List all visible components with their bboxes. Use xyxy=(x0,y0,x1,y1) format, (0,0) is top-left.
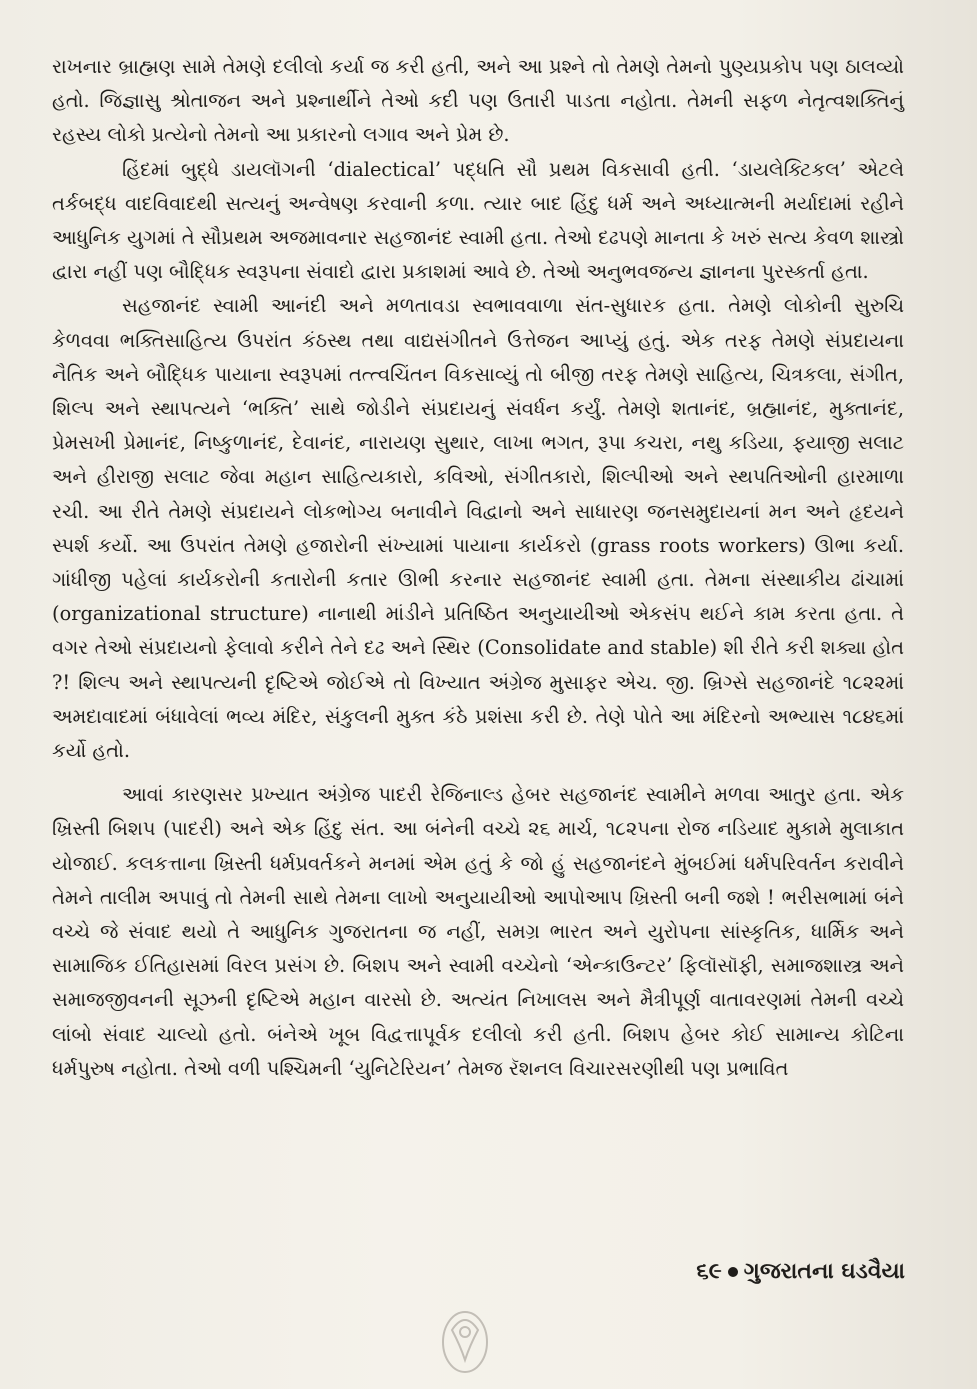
page-body xyxy=(52,50,904,1086)
bullet-separator-icon xyxy=(728,1267,738,1277)
page-number: ૬૯ xyxy=(696,1258,722,1284)
book-title: ગુજરાતના ઘડવૈયા xyxy=(743,1258,905,1284)
page-footer xyxy=(620,1256,905,1286)
paragraph-3: સહજાનંદ સ્વામી આનંદી અને મળતાવડા સ્વભાવવાળા સંત-સુધારક હતા. તેમણે લોકોની સુરુચિ કેળવવા ભક્તિસાહિત્ય ઉપરાંત કંઠસ્થ તથા વાદ્યસંગીતને ઉત્તેજન આપ્યું હતું. એક તરફ તેમણે સંપ્રદાયના નૈતિક અને બૌદ્ધિક પાયાના સ્વરૂપમાં તત્ત્વચિંતન વિકસાવ્યું તો બીજી તરફ તેમણે સાહિત્ય, ચિત્રકલા, સંગીત, શિલ્પ અને સ્થાપત્યને ‘ભક્તિ’ સાથે જોડીને સંપ્રદાયનું સંવર્ધન કર્યું. તેમણે શતાનંદ, બ્રહ્માનંદ, મુક્તાનંદ, પ્રેમસખી પ્રેમાનંદ, નિષ્કુળાનંદ, દેવાનંદ, નારાયણ સુથાર, લાખા ભગત, રૂપા કચરા, નથુ કડિયા, ફયાજી સલાટ અને હીરાજી સલાટ જેવા મહાન સાહિત્યકારો, કવિઓ, સંગીતકારો, શિલ્પીઓ અને સ્થપતિઓની હારમાળા રચી. આ રીતે તેમણે સંપ્રદાયને લોકભોગ્ય બનાવીને વિદ્વાનો અને સાધારણ જનસમુદાયનાં મન અને હૃદયને સ્પર્શ કર્યો. આ ઉપરાંત તેમણે હજારોની સંખ્યામાં પાયાના કાર્યકરો (grass roots workers) ઊભા કર્યા. ગાંધીજી પહેલાં કાર્યકરોની કતારોની કતાર ઊભી કરનાર સહજાનંદ સ્વામી હતા. તેમના સંસ્થાકીય ઢાંચામાં (organizational structure) નાનાથી માંડીને પ્રતિષ્ઠિત અનુયાયીઓ એકસંપ થઈને કામ કરતા હતા. તે વગર તેઓ સંપ્રદાયનો ફેલાવો કરીને તેને દઢ અને સ્થિર (Consolidate and stable) શી રીતે કરી શક્યા હોત ?! શિલ્પ અને સ્થાપત્યની દૃષ્ટિએ જોઈએ તો વિખ્યાત અંગ્રેજ મુસાફર એચ. જી. બ્રિગ્સે સહજાનંદે ૧૮૨૨માં અમદાવાદમાં બંધાવેલાં ભવ્ય મંદિર, સંકુલની મુક્ત કંઠે પ્રશંસા કરી છે. તેણે પોતે આ મંદિરનો અભ્યાસ ૧૮૪૬માં કર્યો હતો. xyxy=(52,294,904,763)
decorative-ornament-icon xyxy=(430,1300,500,1380)
paragraph-1: રાખનાર બ્રાહ્મણ સામે તેમણે દલીલો કર્યા જ કરી હતી, અને આ પ્રશ્ને તો તેમણે તેમનો પુણ્યપ્રકોપ પણ ઠાલવ્યો હતો. જિજ્ઞાસુ શ્રોતાજન અને પ્રશ્નાર્થીને તેઓ કદી પણ ઉતારી પાડતા નહોતા. તેમની સફળ નેતૃત્વશક્તિનું રહસ્ય લોકો પ્રત્યેનો તેમનો આ પ્રકારનો લગાવ અને પ્રેમ છે. xyxy=(52,55,904,147)
paragraph-2: હિંદમાં બુદ્ધે ડાયલૉગની ‘dialectical’ પદ્ધતિ સૌ પ્રથમ વિકસાવી હતી. ‘ડાયલેક્ટિકલ’ એટલે તર્કબદ્ધ વાદવિવાદથી સત્યનું અન્વેષણ કરવાની કળા. ત્યાર બાદ હિંદુ ધર્મ અને અધ્યાત્મની મર્યાદામાં રહીને આધુનિક યુગમાં તે સૌપ્રથમ અજમાવનાર સહજાનંદ સ્વામી હતા. તેઓ દઢપણે માનતા કે ખરું સત્ય કેવળ શાસ્ત્રો દ્વારા નહીં પણ બૌદ્ધિક સ્વરૂપના સંવાદો દ્વારા પ્રકાશમાં આવે છે. તેઓ અનુભવજન્ય જ્ઞાનના પુરસ્કર્તા હતા. xyxy=(52,157,904,284)
paragraph-4: આવાં કારણસર પ્રખ્યાત અંગ્રેજ પાદરી રેજિનાલ્ડ હેબર સહજાનંદ સ્વામીને મળવા આતુર હતા. એક ખ્રિસ્તી બિશપ (પાદરી) અને એક હિંદુ સંત. આ બંનેની વચ્ચે ૨૬ માર્ચ, ૧૮૨૫ના રોજ નડિયાદ મુકામે મુલાકાત યોજાઈ. કલકત્તાના ખ્રિસ્તી ધર્મપ્રવર્તકને મનમાં એમ હતું કે જો હું સહજાનંદને મુંબઈમાં ધર્મપરિવર્તન કરાવીને તેમને તાલીમ અપાવું તો તેમની સાથે તેમના લાખો અનુયાયીઓ આપોઆપ ખ્રિસ્તી બની જશે ! ભરીસભામાં બંને વચ્ચે જે સંવાદ થયો તે આધુનિક ગુજરાતના જ નહીં, સમગ્ર ભારત અને યુરોપના સાંસ્કૃતિક, ધાર્મિક અને સામાજિક ઈતિહાસમાં વિરલ પ્રસંગ છે. બિશપ અને સ્વામી વચ્ચેનો ‘એન્કાઉન્ટર’ ફિલૉસૉફી, સમાજશાસ્ત્ર અને સમાજજીવનની સૂઝની દૃષ્ટિએ મહાન વારસો છે. અત્યંત નિખાલસ અને મૈત્રીપૂર્ણ વાતાવરણમાં તેમની વચ્ચે લાંબો સંવાદ ચાલ્યો હતો. બંનેએ ખૂબ વિદ્વત્તાપૂર્વક દલીલો કરી હતી. બિશપ હેબર કોઈ સામાન્ય કોટિના ધર્મપુરુષ નહોતા. તેઓ વળી પશ્ચિમની ‘યુનિટેરિયન’ તેમજ રૅશનલ વિચારસરણીથી પણ પ્રભાવિત xyxy=(52,783,904,1080)
